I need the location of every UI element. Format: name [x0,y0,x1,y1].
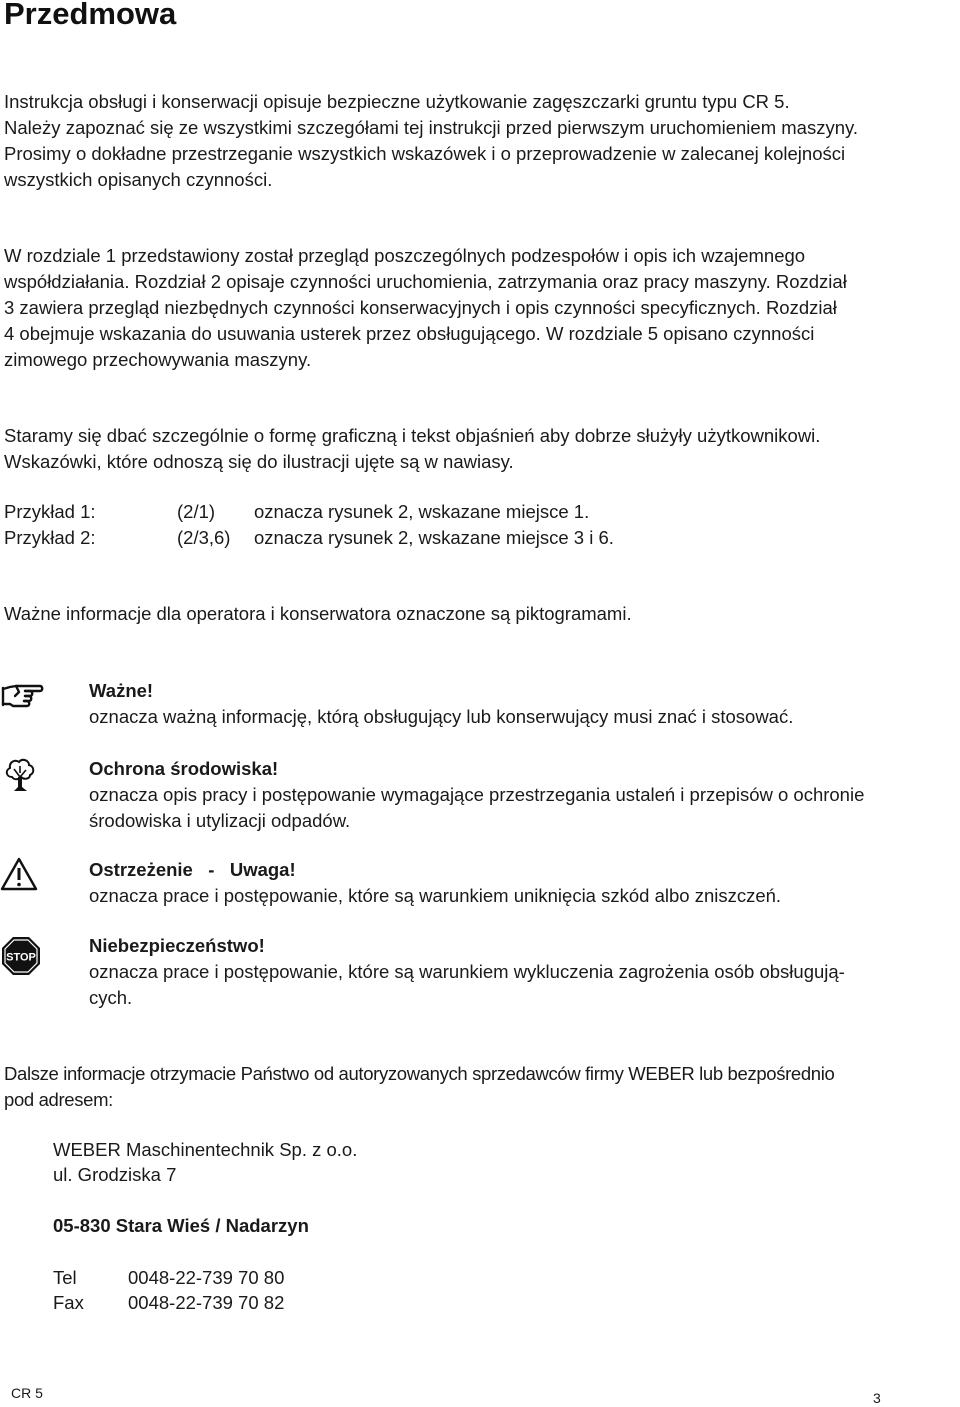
pictograms-intro: Ważne informacje dla operatora i konserwatora oznaczone są piktogramami. [4,603,632,624]
graphics-line: Staramy się dbać szczególnie o formę graficzną i tekst objaśnień aby dobrze służyły użytkownikowi. [4,425,821,446]
phone-number: 0048-22-739 70 80 [128,1267,285,1288]
pictogram-danger [89,933,959,1011]
intro-paragraph [4,89,957,193]
fax-number: 0048-22-739 70 82 [128,1292,285,1313]
tree-icon [0,755,40,795]
chapters-line: 4 obejmuje wskazania do usuwania usterek przez obsługującego. W rozdziale 5 opisano czynności [4,323,815,344]
chapters-line: W rozdziale 1 przedstawiony został przegląd poszczególnych podzespołów i opis ich wzajemnego [4,245,806,266]
further-info-paragraph [4,1061,957,1113]
warning-triangle-icon [0,856,40,896]
pictogram-heading: Ochrona środowiska! [89,758,279,779]
fax-label: Fax [53,1292,84,1313]
example-label: Przykład 2: [4,527,96,548]
page-title: Przedmowa [4,0,177,31]
intro-line: Prosimy o dokładne przestrzeganie wszystkich wskazówek i o przeprowadzenie w zalecanej kolejności [4,143,846,164]
address-street: ul. Grodziska 7 [53,1164,177,1185]
footer-model: CR 5 [11,1385,43,1401]
pictogram-description: cych. [89,987,133,1008]
pictogram-description: oznacza ważną informację, którą obsługujący lub konserwujący musi znać i stosować. [89,706,794,727]
stop-sign-icon [0,935,40,975]
pictogram-important [89,678,959,730]
pictogram-description: oznacza opis pracy i postępowanie wymagające przestrzegania ustaleń i przepisów o ochronie [89,784,865,805]
chapters-line: współdziałania. Rozdział 2 opisaje czynności uruchomienia, zatrzymania oraz pracy maszyny. Rozdział [4,271,847,292]
pointing-hand-icon [0,676,40,716]
intro-line: Instrukcja obsługi i konserwacji opisuje bezpieczne użytkowanie zagęszczarki gruntu typu CR 5. [4,91,790,112]
example-label: Przykład 1: [4,501,96,522]
example-code: (2/1) [177,501,216,522]
graphics-line: Wskazówki, które odnoszą się do ilustracji ujęte są w nawiasy. [4,451,514,472]
intro-line: Należy zapoznać się ze wszystkimi szczegółami tej instrukcji przed pierwszym uruchomieniem maszyny. [4,117,859,138]
pictogram-heading: Ostrzeżenie - Uwaga! [89,859,296,880]
pictogram-heading: Ważne! [89,680,154,701]
graphics-paragraph [4,423,957,475]
chapters-line: zimowego przechowywania maszyny. [4,349,312,370]
further-info-line: pod adresem: [4,1089,113,1110]
example-text: oznacza rysunek 2, wskazane miejsce 3 i 6. [254,527,614,548]
pictogram-warning [89,857,959,909]
example-code: (2/3,6) [177,527,231,548]
stop-sign-text: STOP [6,951,36,964]
example-text: oznacza rysunek 2, wskazane miejsce 1. [254,501,590,522]
pictogram-heading: Niebezpieczeństwo! [89,935,265,956]
phone-label: Tel [53,1267,77,1288]
intro-line: wszystkich opisanych czynności. [4,169,273,190]
chapters-paragraph [4,243,957,373]
address-company: WEBER Maschinentechnik Sp. z o.o. [53,1139,358,1160]
further-info-line: Dalsze informacje otrzymacie Państwo od autoryzowanych sprzedawców firmy WEBER lub bezpośrednio [4,1063,835,1084]
pictogram-environment [89,756,959,834]
pictogram-description: środowiska i utylizacji odpadów. [89,810,351,831]
footer-page-number: 3 [873,1390,881,1406]
chapters-line: 3 zawiera przegląd niezbędnych czynności konserwacyjnych i opis czynności specyficznych. Rozdział [4,297,837,318]
pictogram-description: oznacza prace i postępowanie, które są warunkiem uniknięcia szkód albo zniszczeń. [89,885,782,906]
address-city: 05-830 Stara Wieś / Nadarzyn [53,1215,309,1236]
pictogram-description: oznacza prace i postępowanie, które są warunkiem wykluczenia zagrożenia osób obsługują- [89,961,845,982]
